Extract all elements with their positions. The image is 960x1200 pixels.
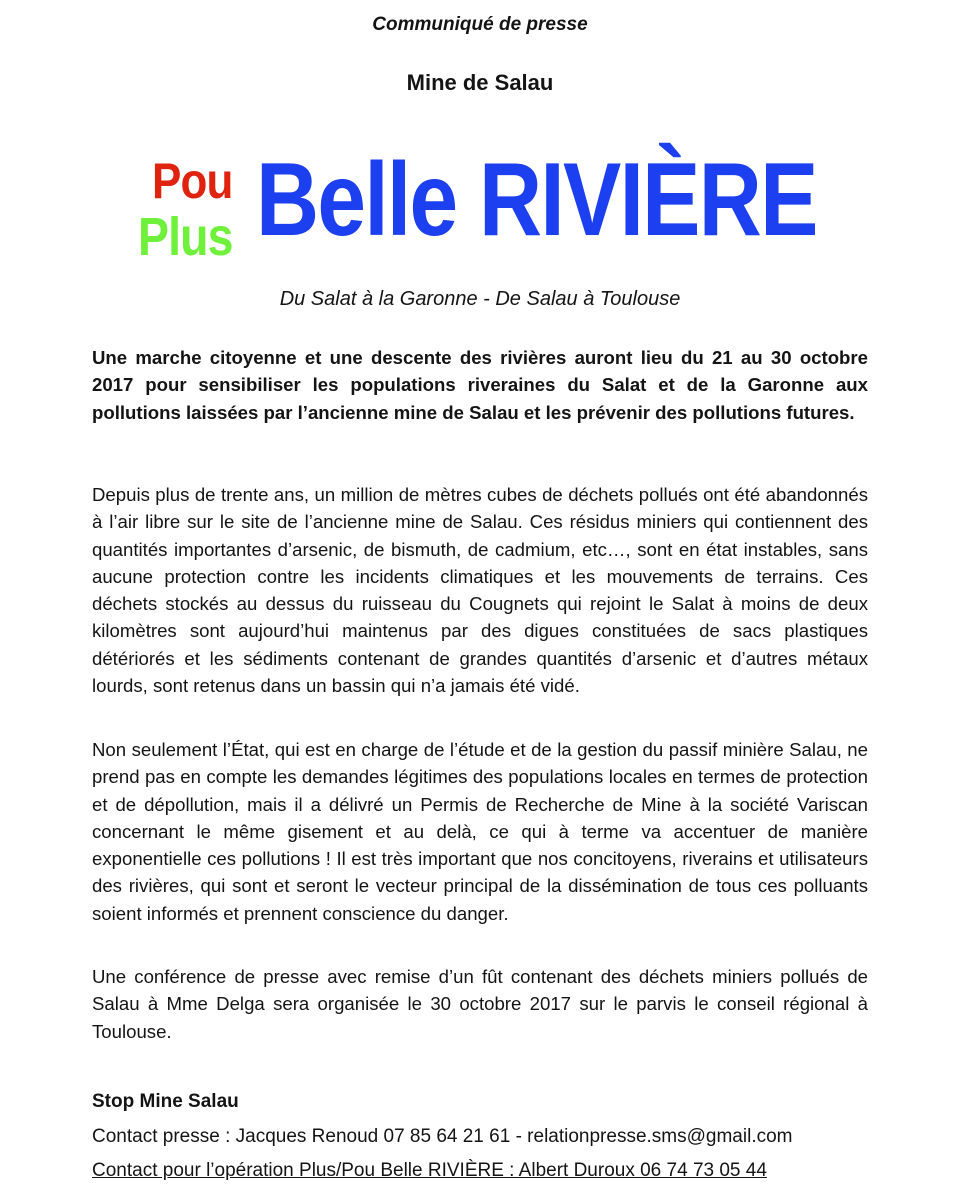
document-kicker: Communiqué de presse <box>372 14 588 35</box>
event-route-subtitle: Du Salat à la Garonne - De Salau à Toulouse <box>279 288 681 310</box>
event-logo <box>136 142 836 278</box>
body-paragraph-state: Non seulement l’État, qui est en charge de l’étude et de la gestion du passif minière Salau, ne prend pas en compte les demandes légitimes des populations locales en termes de protection et de dépollution, mais il a délivré un Permis de Recherche de Mine à la société Variscan concernant le même gisement et au delà, ce qui à terme va accentuer de manière exponentielle ces pollutions ! Il est très important que nos concitoyens, riverains et utilisateurs des rivières, qui sont et seront le vecteur principal de la dissémination de tous ces polluants soient informés et prennent conscience du danger. <box>92 739 868 924</box>
organization-signature: Stop Mine Salau <box>92 1091 239 1112</box>
logo-word-pou: Pou <box>152 153 233 209</box>
body-paragraph-conference: Une conférence de presse avec remise d’un fût contenant des déchets miniers pollués de Salau à Mme Delga sera organisée le 30 octobre 2017 sur le parvis le conseil régional à Toulouse. <box>92 966 868 1042</box>
logo-word-plus: Plus <box>138 207 233 267</box>
operation-contact-line: Contact pour l’opération Plus/Pou Belle RIVIÈRE : Albert Duroux 06 74 73 05 44 <box>92 1160 767 1181</box>
body-paragraph-waste: Depuis plus de trente ans, un million de mètres cubes de déchets pollués ont été abandonnés à l’air libre sur le site de l’ancienne mine de Salau. Ces résidus miniers qui contiennent des quantités importantes d’arsenic, de bismuth, de cadmium, etc…, sont en état instables, sans aucune protection contre les incidents climatiques et les mouvements de terrains. Ces déchets stockés au dessus du ruisseau du Cougnets qui rejoint le Salat à moins de deux kilomètres sont aujourd’hui maintenus par des digues constituées de sacs plastiques détériorés et les sédiments contenant de grandes quantités d’arsenic et d’autres métaux lourds, sont retenus dans un bassin qui n’a jamais été vidé. <box>92 484 868 697</box>
lede-paragraph: Une marche citoyenne et une descente des rivières auront lieu du 21 au 30 octobre 2017 pour sensibiliser les populations riveraines du Salat et de la Garonne aux pollutions laissées par l’ancienne mine de Salau et les prévenir des pollutions futures. <box>92 347 868 423</box>
press-contact-line: Contact presse : Jacques Renoud 07 85 64 21 61 - relationpresse.sms@gmail.com <box>92 1126 793 1147</box>
logo-brand-text: Belle RIVIÈRE <box>256 142 817 258</box>
page-title: Mine de Salau <box>406 70 554 95</box>
